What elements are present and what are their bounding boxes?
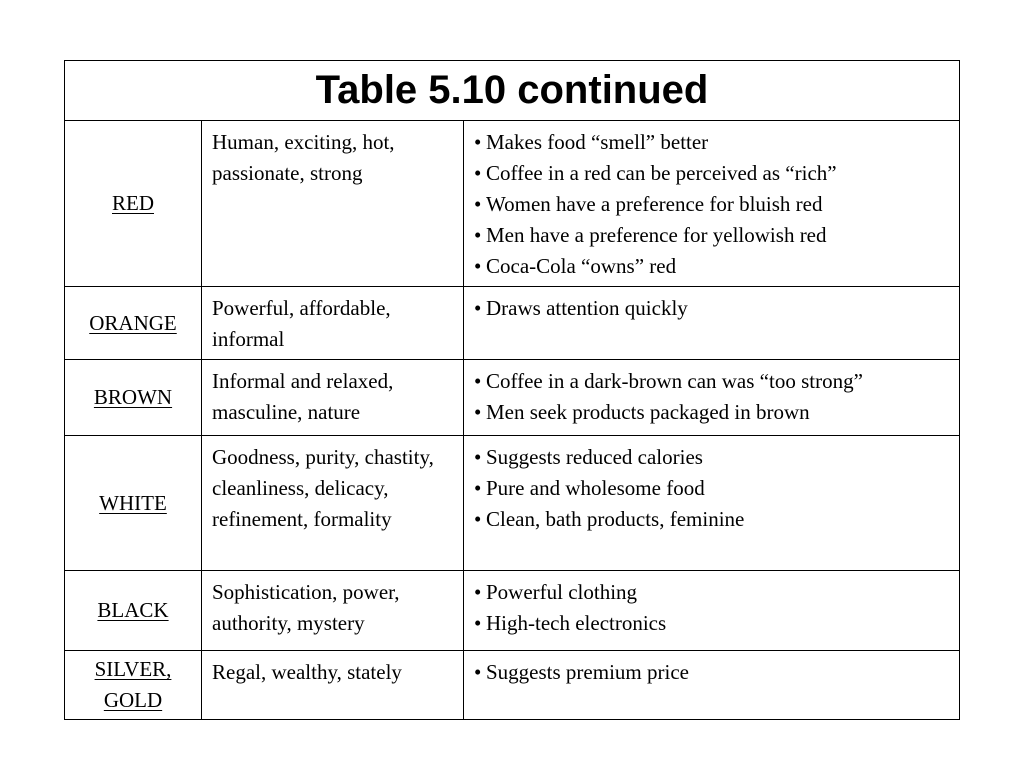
- color-associations-table: [64, 60, 960, 720]
- note-item: • Pure and wholesome food: [474, 473, 951, 504]
- notes-list: [474, 577, 951, 639]
- note-item: • Suggests reduced calories: [474, 442, 951, 473]
- associations: Human, exciting, hot, passionate, strong: [202, 121, 464, 287]
- note-item: • Coffee in a dark-brown can was “too strong”: [474, 366, 951, 397]
- notes-list: [474, 127, 951, 282]
- notes-list: [474, 657, 951, 688]
- note-item: • Men seek products packaged in brown: [474, 397, 951, 428]
- notes-cell: [464, 360, 960, 436]
- note-item: • High-tech electronics: [474, 608, 951, 639]
- associations: Regal, wealthy, stately: [202, 651, 464, 720]
- notes-list: [474, 442, 951, 535]
- note-item: • Men have a preference for yellowish red: [474, 220, 951, 251]
- notes-cell: [464, 287, 960, 360]
- title-cell: [65, 61, 960, 121]
- color-name: BROWN: [65, 360, 202, 436]
- associations: Powerful, affordable, informal: [202, 287, 464, 360]
- table-row: [65, 360, 960, 436]
- title-row: [65, 61, 960, 121]
- associations: Informal and relaxed, masculine, nature: [202, 360, 464, 436]
- notes-cell: [464, 651, 960, 720]
- notes-list: [474, 293, 951, 324]
- note-item: • Coffee in a red can be perceived as “rich”: [474, 158, 951, 189]
- color-name: WHITE: [65, 436, 202, 571]
- table-title: Table 5.10 continued: [315, 68, 709, 112]
- color-name: RED: [65, 121, 202, 287]
- associations: Sophistication, power, authority, mystery: [202, 571, 464, 651]
- associations: Goodness, purity, chastity, cleanliness, delicacy, refinement, formality: [202, 436, 464, 571]
- color-name: SILVER, GOLD: [65, 651, 202, 720]
- note-item: • Coca-Cola “owns” red: [474, 251, 951, 282]
- note-item: • Makes food “smell” better: [474, 127, 951, 158]
- notes-cell: [464, 436, 960, 571]
- note-item: • Powerful clothing: [474, 577, 951, 608]
- note-item: • Women have a preference for bluish red: [474, 189, 951, 220]
- note-item: • Clean, bath products, feminine: [474, 504, 951, 535]
- table-row: [65, 436, 960, 571]
- table-row: [65, 571, 960, 651]
- notes-list: [474, 366, 951, 428]
- table-row: [65, 651, 960, 720]
- color-name: BLACK: [65, 571, 202, 651]
- color-name: ORANGE: [65, 287, 202, 360]
- notes-cell: [464, 571, 960, 651]
- note-item: • Suggests premium price: [474, 657, 951, 688]
- note-item: • Draws attention quickly: [474, 293, 951, 324]
- table-row: [65, 121, 960, 287]
- table-row: [65, 287, 960, 360]
- notes-cell: [464, 121, 960, 287]
